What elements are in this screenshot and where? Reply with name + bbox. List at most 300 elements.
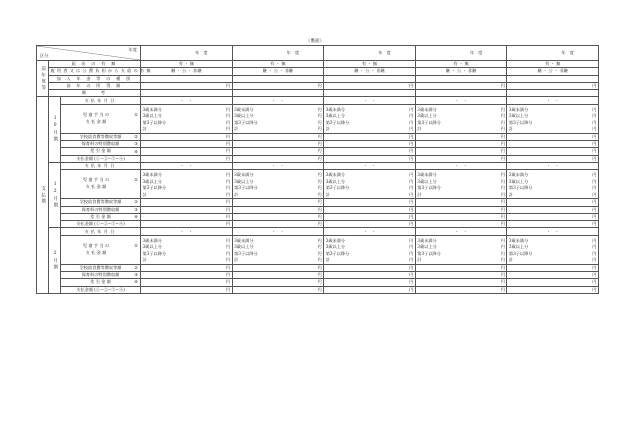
deduction-row-label [61, 141, 141, 148]
top-row-label: 前 年 の 所 得 額 [49, 82, 141, 89]
breakdown-label: 3歳未満分 [142, 237, 162, 243]
breakdown-label: 3歳以上分 [325, 178, 346, 184]
allowance-breakdown-cell [507, 170, 599, 199]
breakdown-label: 3歳未満分 [325, 106, 346, 112]
breakdown-label: 計 [325, 191, 330, 197]
amount-yen-cell: 円 [324, 264, 416, 271]
payment-date-label: 支払年月日 [61, 97, 141, 104]
top-row-value [232, 90, 324, 97]
top-row-value: 継 ・ 公 ・ 非継 [415, 68, 507, 75]
amount-yen-cell: 円 [232, 133, 324, 140]
yen-unit: 円 [409, 119, 414, 125]
amount-yen-cell: 円 [141, 264, 233, 271]
yen-unit: 円 [592, 106, 597, 112]
breakdown-label: 計 [234, 126, 239, 132]
deduction-row-label [61, 133, 141, 140]
breakdown-line [326, 126, 414, 133]
header-corner [37, 46, 141, 61]
amount-yen-cell: 円 [232, 155, 324, 162]
page-caption: （裏面） [305, 39, 325, 44]
top-row-value [415, 90, 507, 97]
top-row-value [141, 75, 233, 82]
breakdown-line [234, 126, 322, 133]
amount-yen-cell: 円 [141, 133, 233, 140]
row-number: ② [134, 133, 139, 139]
breakdown-line [509, 257, 597, 264]
breakdown-label: 第3子以降分 [508, 119, 533, 125]
previous-year-group: 前年度等 [37, 61, 49, 97]
payment-date-value: ・ ・ [507, 162, 599, 169]
breakdown-line [234, 192, 322, 199]
allowance-breakdown-cell [141, 235, 233, 264]
amount-yen-cell: 円 [141, 148, 233, 155]
top-row-value: 継 ・ 公 ・ 非継 [324, 68, 416, 75]
yen-unit: 円 [500, 113, 505, 119]
amount-yen-cell: 円 [415, 272, 507, 279]
allowance-breakdown-cell [141, 170, 233, 199]
breakdown-label: 計 [142, 126, 147, 132]
breakdown-line [509, 192, 597, 199]
payment-date-value: ・ ・ [141, 228, 233, 235]
yen-unit: 円 [225, 244, 231, 250]
breakdown-label: 3歳以上分 [234, 244, 254, 250]
deduction-row-label [61, 264, 141, 271]
year-column-header: 年 度 [415, 46, 507, 61]
breakdown-label: 計 [142, 191, 147, 197]
amount-yen-cell: 円 [324, 279, 416, 286]
amount-yen-cell: 円 [324, 213, 416, 220]
row-number: ③ [134, 272, 139, 278]
allowance-breakdown-cell [324, 170, 416, 199]
top-row-value: 有 ・ 無 [415, 61, 507, 68]
top-row-value [324, 90, 416, 97]
breakdown-label: 計 [508, 257, 514, 263]
yen-unit: 円 [225, 172, 231, 178]
breakdown-label: 3歳以上分 [325, 113, 346, 119]
amount-yen-cell: 円 [324, 133, 416, 140]
breakdown-label: 第3子以降分 [325, 250, 350, 256]
payment-date-value: ・ ・ [232, 228, 324, 235]
breakdown-line [326, 257, 414, 264]
deduction-row-label [61, 213, 141, 220]
yen-unit: 円 [225, 185, 231, 191]
yen-unit: 円 [592, 119, 597, 125]
payment-date-value: ・ ・ [415, 228, 507, 235]
amount-yen-cell: 円 [415, 206, 507, 213]
payment-date-value: ・ ・ [415, 162, 507, 169]
breakdown-label: 3歳以上分 [142, 244, 162, 250]
yen-unit: 円 [592, 126, 597, 132]
allowance-breakdown-cell [141, 104, 233, 133]
amount-yen-cell: 円 [507, 141, 599, 148]
amount-yen-cell: 円 [232, 279, 324, 286]
row-number: ③ [134, 141, 139, 147]
yen-unit: 円 [592, 244, 597, 250]
top-row-value [141, 90, 233, 97]
breakdown-label: 第3子以降分 [508, 250, 533, 256]
year-column-header: 年 度 [232, 46, 324, 61]
amount-yen-cell: 円 [324, 206, 416, 213]
allowance-breakdown-cell [507, 104, 599, 133]
yen-unit: 円 [500, 126, 505, 132]
breakdown-label: 3歳以上分 [142, 178, 162, 184]
yen-unit: 円 [225, 257, 231, 263]
breakdown-label: 第3子以降分 [417, 119, 441, 125]
payment-date-value: ・ ・ [415, 97, 507, 104]
yen-unit: 円 [317, 191, 322, 197]
yen-unit: 円 [317, 126, 322, 132]
yen-unit: 円 [409, 257, 414, 263]
breakdown-label: 3歳以上分 [417, 178, 437, 184]
yen-unit: 円 [225, 106, 231, 112]
top-row-value [415, 75, 507, 82]
deduction-row-label [61, 286, 141, 293]
payment-date-value: ・ ・ [324, 97, 416, 104]
breakdown-label: 3歳未満分 [417, 106, 437, 112]
deduction-row-label [61, 206, 141, 213]
benefit-payment-table [36, 45, 599, 294]
breakdown-label: 第3子以降分 [325, 119, 350, 125]
breakdown-label: 計 [234, 191, 239, 197]
breakdown-label: 計 [417, 191, 422, 197]
payment-month-label: 2月期 [49, 228, 61, 293]
row-number: ① [134, 242, 139, 248]
breakdown-line [234, 257, 322, 264]
yen-unit: 円 [592, 250, 597, 256]
amount-yen-cell: 円 [141, 286, 233, 293]
amount-yen-cell: 円 [141, 279, 233, 286]
breakdown-label: 第3子以降分 [234, 119, 258, 125]
amount-yen-cell: 円 [324, 286, 416, 293]
deduction-row-label [61, 199, 141, 206]
payment-month-label: 10月期 [49, 97, 61, 162]
amount-yen-cell: 円 [141, 141, 233, 148]
year-column-header: 年 度 [507, 46, 599, 61]
row-label-text: 学校給食費等徴収等額 [79, 133, 122, 139]
yen-unit: 円 [317, 119, 322, 125]
amount-yen-cell: 円 [415, 199, 507, 206]
breakdown-label: 3歳以上分 [234, 178, 254, 184]
row-label-text: 支払金額 (①−②−③−④) [76, 155, 125, 161]
amount-yen-cell: 円 [141, 199, 233, 206]
allowance-breakdown-cell [232, 170, 324, 199]
amount-yen-cell: 円 [507, 206, 599, 213]
amount-yen-cell: 円 [507, 133, 599, 140]
amount-yen-cell: 円 [141, 272, 233, 279]
breakdown-label: 第3子以降分 [417, 185, 441, 191]
breakdown-line [417, 257, 505, 264]
row-label-text: 差 引 金 額 [90, 279, 111, 285]
year-column-header: 年 度 [324, 46, 416, 61]
yen-unit: 円 [409, 126, 414, 132]
breakdown-label: 3歳以上分 [417, 244, 437, 250]
allowance-breakdown-cell [232, 104, 324, 133]
breakdown-label: 第3子以降分 [417, 250, 441, 256]
yen-unit: 円 [500, 185, 505, 191]
amount-yen-cell: 円 [232, 272, 324, 279]
row-label-text: 支払金額 (①−②−③−④) [76, 286, 125, 292]
amount-label-text: 児 童 手 当 の 支 払 金 額 [82, 177, 110, 190]
breakdown-label: 計 [508, 126, 514, 132]
yen-unit: 円 [592, 172, 597, 178]
breakdown-label: 3歳以上分 [508, 113, 529, 119]
deduction-row-label [61, 272, 141, 279]
top-row-label: 加 入 年 金 等 の 種 別 [49, 75, 141, 82]
top-row-value [507, 75, 599, 82]
row-label-text: 差 引 金 額 [90, 148, 111, 154]
amount-yen-cell: 円 [232, 199, 324, 206]
yen-unit: 円 [500, 106, 505, 112]
amount-yen-cell: 円 [232, 148, 324, 155]
breakdown-label: 計 [234, 257, 239, 263]
breakdown-label: 3歳以上分 [417, 113, 437, 119]
row-label-text: 保育料の特別徴収額 [81, 206, 120, 212]
breakdown-label: 3歳未満分 [417, 237, 437, 243]
yen-unit: 円 [592, 185, 597, 191]
row-label-text: 差 引 金 額 [90, 213, 111, 219]
amount-yen-cell: 円 [507, 213, 599, 220]
deduction-row-label [61, 279, 141, 286]
breakdown-line [509, 126, 597, 133]
top-row-value: 円 [507, 82, 599, 89]
breakdown-label: 3歳以上分 [508, 178, 529, 184]
yen-unit: 円 [317, 237, 322, 243]
breakdown-label: 第3子以降分 [142, 119, 167, 125]
allowance-breakdown-cell [415, 104, 507, 133]
breakdown-label: 計 [325, 126, 330, 132]
amount-yen-cell: 円 [141, 155, 233, 162]
yen-unit: 円 [500, 257, 505, 263]
yen-unit: 円 [409, 172, 414, 178]
payment-date-label: 支払年月日 [61, 228, 141, 235]
amount-yen-cell: 円 [415, 133, 507, 140]
amount-yen-cell: 円 [507, 199, 599, 206]
payment-date-value: ・ ・ [507, 97, 599, 104]
top-row-value: 継 ・ 公 ・ 非継 [232, 68, 324, 75]
allowance-breakdown-cell [415, 170, 507, 199]
yen-unit: 円 [225, 119, 231, 125]
breakdown-label: 第3子以降分 [142, 250, 167, 256]
payment-date-value: ・ ・ [324, 162, 416, 169]
top-row-value: 有 ・ 無 [232, 61, 324, 68]
row-label-text: 保育料の特別徴収額 [81, 272, 120, 278]
top-row-value: 円 [232, 82, 324, 89]
amount-yen-cell: 円 [324, 221, 416, 228]
top-row-value: 有 ・ 無 [324, 61, 416, 68]
amount-yen-cell: 円 [415, 213, 507, 220]
top-row-value: 有 ・ 無 [141, 61, 233, 68]
yen-unit: 円 [317, 257, 322, 263]
row-number: ③ [134, 206, 139, 212]
row-number: ② [134, 264, 139, 270]
child-allowance-amount-label [61, 104, 141, 133]
payment-date-value: ・ ・ [324, 228, 416, 235]
top-row-value [232, 75, 324, 82]
yen-unit: 円 [225, 237, 231, 243]
breakdown-label: 第3子以降分 [508, 185, 533, 191]
breakdown-label: 計 [417, 257, 422, 263]
payment-date-value: ・ ・ [141, 97, 233, 104]
amount-yen-cell: 円 [507, 279, 599, 286]
top-row-value: 円 [141, 82, 233, 89]
payment-date-label: 支払年月日 [61, 162, 141, 169]
amount-label-text: 児 童 手 当 の 支 払 金 額 [82, 111, 110, 124]
deduction-row-label [61, 155, 141, 162]
yen-unit: 円 [409, 244, 414, 250]
amount-yen-cell: 円 [324, 155, 416, 162]
breakdown-label: 第3子以降分 [234, 250, 258, 256]
row-number: ① [134, 177, 139, 183]
yen-unit: 円 [592, 191, 597, 197]
breakdown-label: 第3子以降分 [142, 185, 167, 191]
yen-unit: 円 [592, 237, 597, 243]
payment-date-value: ・ ・ [141, 162, 233, 169]
top-row-value [507, 90, 599, 97]
row-label-text: 学校給食費等徴収等額 [79, 264, 122, 270]
yen-unit: 円 [317, 106, 322, 112]
top-row-label: 備 考 [49, 90, 141, 97]
allowance-breakdown-cell [415, 235, 507, 264]
row-label-text: 学校給食費等徴収等額 [79, 199, 122, 205]
amount-yen-cell: 円 [324, 141, 416, 148]
breakdown-label: 3歳未満分 [142, 106, 162, 112]
breakdown-label: 3歳以上分 [325, 244, 346, 250]
breakdown-label: 3歳未満分 [234, 237, 254, 243]
yen-unit: 円 [592, 113, 597, 119]
amount-yen-cell: 円 [141, 213, 233, 220]
year-column-header: 年 度 [141, 46, 233, 61]
yen-unit: 円 [225, 126, 231, 132]
yen-unit: 円 [500, 244, 505, 250]
row-number: ② [134, 199, 139, 205]
row-label-text: 保育料の特別徴収額 [81, 141, 120, 147]
top-row-value: 円 [324, 82, 416, 89]
breakdown-label: 3歳未満分 [508, 106, 529, 112]
amount-yen-cell: 円 [415, 148, 507, 155]
amount-yen-cell: 円 [232, 264, 324, 271]
yen-unit: 円 [409, 113, 414, 119]
breakdown-label: 計 [508, 191, 514, 197]
yen-unit: 円 [317, 178, 322, 184]
yen-unit: 円 [409, 250, 414, 256]
amount-yen-cell: 円 [415, 221, 507, 228]
yen-unit: 円 [592, 178, 597, 184]
child-allowance-amount-label [61, 235, 141, 264]
top-row-label: 雇用者又は公費負担から支給の有無 [50, 68, 153, 74]
yen-unit: 円 [500, 237, 505, 243]
yen-unit: 円 [409, 191, 414, 197]
amount-yen-cell: 円 [141, 206, 233, 213]
amount-yen-cell: 円 [232, 286, 324, 293]
amount-yen-cell: 円 [507, 286, 599, 293]
amount-yen-cell: 円 [324, 148, 416, 155]
breakdown-label: 3歳以上分 [508, 244, 529, 250]
row-label-text: 支払金額 (①−②−③−④) [76, 221, 125, 227]
top-row-value: 有 ・ 無 [507, 61, 599, 68]
yen-unit: 円 [317, 244, 322, 250]
amount-yen-cell: 円 [324, 199, 416, 206]
breakdown-label: 第3子以降分 [325, 185, 350, 191]
top-row-value: 継 ・ 公 ・ 非継 [141, 68, 233, 75]
yen-unit: 円 [500, 172, 505, 178]
header-category-label: 区分 [40, 52, 49, 58]
yen-unit: 円 [500, 119, 505, 125]
row-number: ① [134, 111, 139, 117]
amount-yen-cell: 円 [507, 148, 599, 155]
yen-unit: 円 [225, 178, 231, 184]
amount-yen-cell: 円 [415, 155, 507, 162]
yen-unit: 円 [500, 191, 505, 197]
amount-yen-cell: 円 [232, 221, 324, 228]
breakdown-label: 3歳未満分 [234, 172, 254, 178]
breakdown-label: 3歳未満分 [142, 172, 162, 178]
amount-yen-cell: 円 [507, 155, 599, 162]
amount-yen-cell: 円 [232, 141, 324, 148]
amount-label-text: 児 童 手 当 の 支 払 金 額 [82, 242, 110, 255]
top-row-value: 継 ・ 公 ・ 非継 [507, 68, 599, 75]
allowance-breakdown-cell [507, 235, 599, 264]
payment-date-value: ・ ・ [232, 97, 324, 104]
breakdown-label: 3歳未満分 [508, 237, 529, 243]
yen-unit: 円 [409, 237, 414, 243]
yen-unit: 円 [317, 172, 322, 178]
yen-unit: 円 [409, 106, 414, 112]
breakdown-line [143, 257, 231, 264]
breakdown-label: 計 [417, 126, 422, 132]
allowance-breakdown-cell [324, 235, 416, 264]
amount-yen-cell: 円 [141, 221, 233, 228]
breakdown-label: 3歳未満分 [234, 106, 254, 112]
yen-unit: 円 [409, 178, 414, 184]
yen-unit: 円 [317, 185, 322, 191]
breakdown-label: 3歳未満分 [325, 172, 346, 178]
yen-unit: 円 [592, 257, 597, 263]
breakdown-label: 計 [142, 257, 147, 263]
yen-unit: 円 [317, 113, 322, 119]
breakdown-label: 3歳未満分 [508, 172, 529, 178]
amount-yen-cell: 円 [415, 286, 507, 293]
yen-unit: 円 [409, 185, 414, 191]
breakdown-label: 3歳以上分 [142, 113, 162, 119]
row-number: ④ [134, 148, 139, 154]
yen-unit: 円 [500, 250, 505, 256]
child-allowance-amount-label [61, 170, 141, 199]
breakdown-label: 計 [325, 257, 330, 263]
amount-yen-cell: 円 [415, 264, 507, 271]
yen-unit: 円 [225, 250, 231, 256]
row-number: ④ [134, 279, 139, 285]
deduction-row-label [61, 221, 141, 228]
breakdown-line [417, 192, 505, 199]
top-row-value: 円 [415, 82, 507, 89]
breakdown-label: 3歳未満分 [325, 237, 346, 243]
amount-yen-cell: 円 [324, 272, 416, 279]
breakdown-label: 3歳以上分 [234, 113, 254, 119]
amount-yen-cell: 円 [507, 272, 599, 279]
breakdown-label: 第3子以降分 [234, 185, 258, 191]
breakdown-line [143, 192, 231, 199]
amount-yen-cell: 円 [415, 141, 507, 148]
amount-yen-cell: 円 [232, 206, 324, 213]
breakdown-line [417, 126, 505, 133]
top-row-value [324, 75, 416, 82]
payment-month-label: 12月期 [49, 162, 61, 227]
amount-yen-cell: 円 [232, 213, 324, 220]
yen-unit: 円 [317, 250, 322, 256]
breakdown-line [326, 192, 414, 199]
deduction-row-label [61, 148, 141, 155]
breakdown-label: 3歳未満分 [417, 172, 437, 178]
